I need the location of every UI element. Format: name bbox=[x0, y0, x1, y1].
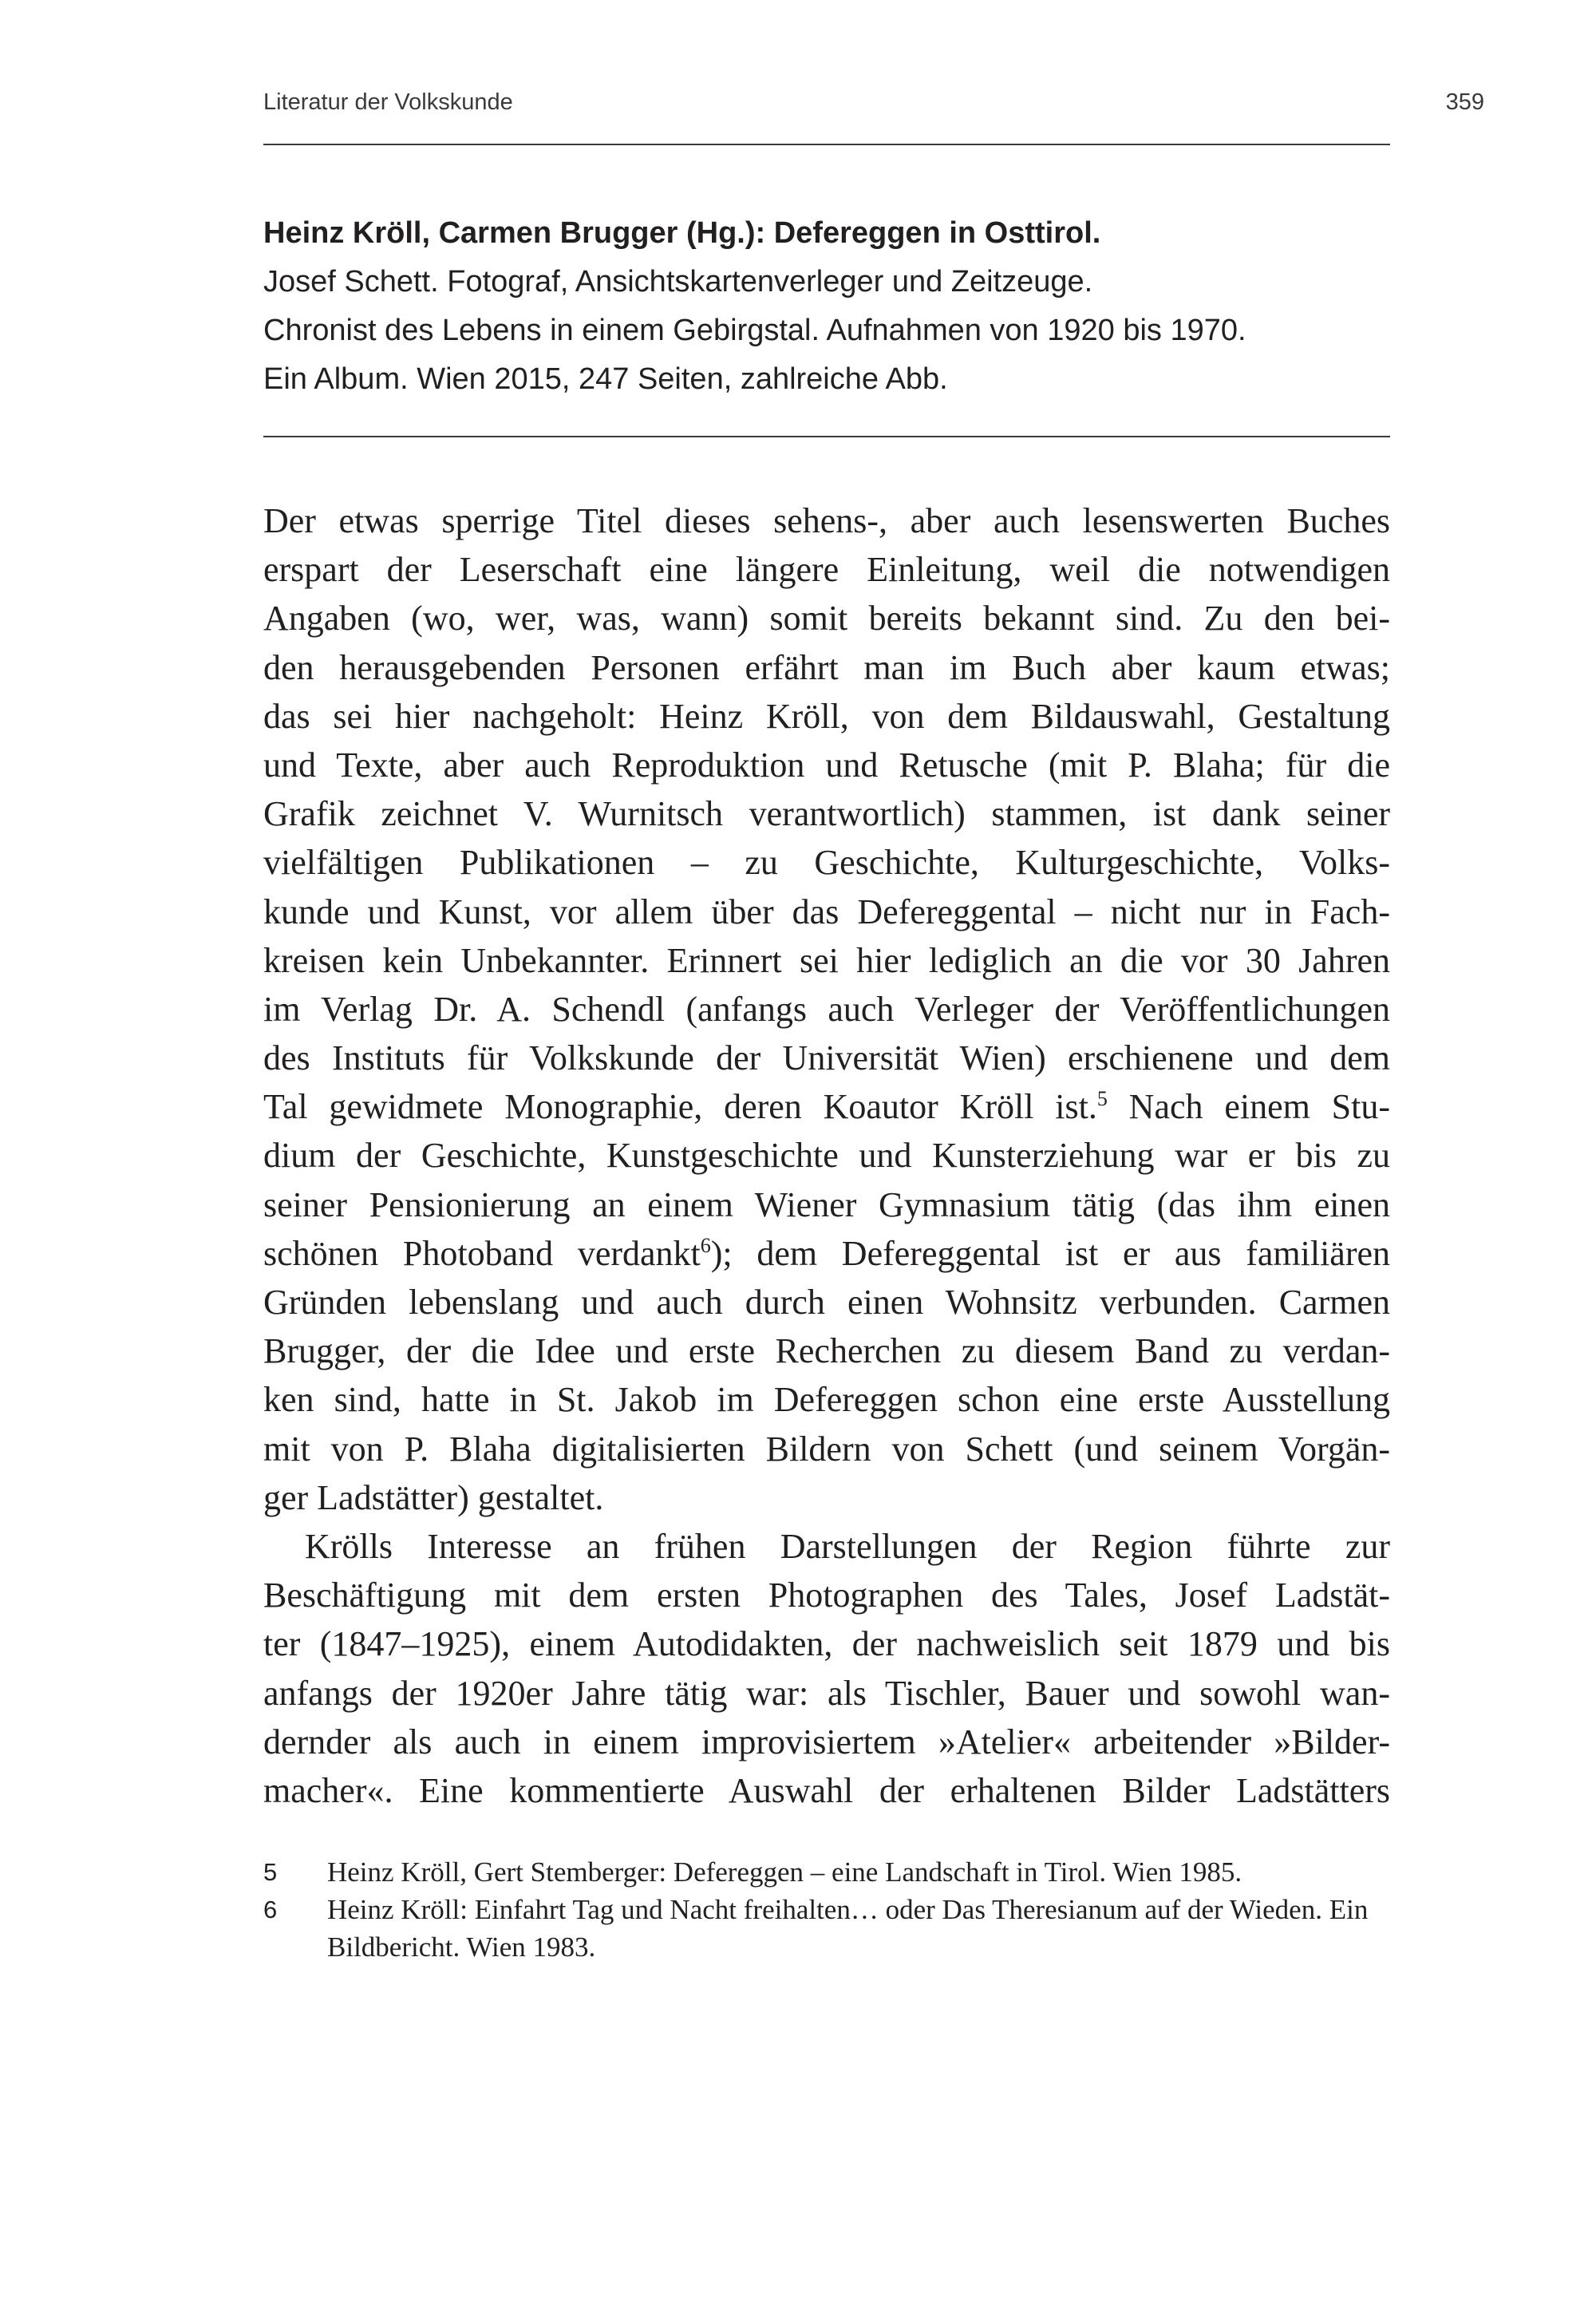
body-line: Gründen lebenslang und auch durch einen Wohnsitz verbunden. Carmen bbox=[263, 1283, 1390, 1322]
review-body bbox=[263, 496, 1390, 1815]
footnote-number: 5 bbox=[263, 1858, 278, 1886]
body-line: schönen Photoband verdankt$^6$); dem Defereggental ist er aus familiären bbox=[263, 1233, 1390, 1273]
body-line: und Texte, aber auch Reproduktion und Retusche (mit P. Blaha; für die bbox=[263, 745, 1390, 785]
body-line: dernder als auch in einem improvisiertem »Atelier« arbeitender »Bilder- bbox=[263, 1722, 1390, 1761]
body-line: Tal gewidmete Monographie, deren Koautor Kröll ist.$^5$ Nach einem Stu- bbox=[263, 1087, 1390, 1127]
footnote-text: Heinz Kröll: Einfahrt Tag und Nacht freihalten… oder Das Theresianum auf der Wieden. Ein Bildbericht. Wien 1983. bbox=[327, 1894, 1369, 1963]
body-line: des Instituts für Volkskunde der Universität Wien) erschienene und dem bbox=[263, 1038, 1390, 1078]
citation-line: Chronist des Lebens in einem Gebirgstal. Aufnahmen von 1920 bis 1970. bbox=[263, 314, 1246, 347]
body-line: Der etwas sperrige Titel dieses sehens-, aber auch lesenswerten Buches bbox=[263, 501, 1390, 540]
footnote-ref-5[interactable]: 5 bbox=[1096, 1087, 1108, 1111]
body-line: dium der Geschichte, Kunstgeschichte und Kunsterziehung war er bis zu bbox=[263, 1136, 1390, 1176]
body-line: ter (1847–1925), einem Autodidakten, der nachweislich seit 1879 und bis bbox=[263, 1624, 1390, 1664]
page-number: 359 bbox=[1445, 89, 1484, 115]
footnote-text: Heinz Kröll, Gert Stemberger: Defereggen – eine Landschaft in Tirol. Wien 1985. bbox=[327, 1856, 1242, 1888]
footnote-6 bbox=[263, 1891, 1396, 1966]
footnotes bbox=[263, 1853, 1396, 1966]
body-line: mit von P. Blaha digitalisierten Bildern von Schett (und seinem Vorgän- bbox=[263, 1429, 1390, 1469]
body-line: Beschäftigung mit dem ersten Photographen des Tales, Josef Ladstät- bbox=[263, 1576, 1390, 1615]
footnote-ref-6[interactable]: 6 bbox=[700, 1233, 711, 1257]
body-line: erspart der Leserschaft eine längere Einleitung, weil die notwendigen bbox=[263, 550, 1390, 590]
body-line: Krölls Interesse an frühen Darstellungen der Region führte zur bbox=[305, 1526, 1390, 1566]
citation-rule bbox=[263, 436, 1390, 437]
body-line: anfangs der 1920er Jahre tätig war: als Tischler, Bauer und sowohl wan- bbox=[263, 1673, 1390, 1713]
footnote-number: 6 bbox=[263, 1896, 278, 1924]
running-title: Literatur der Volkskunde bbox=[263, 89, 513, 115]
header-rule bbox=[263, 144, 1390, 145]
body-line: Brugger, der die Idee und erste Recherchen zu diesem Band zu verdan- bbox=[263, 1331, 1390, 1371]
body-line: kreisen kein Unbekannter. Erinnert sei hier lediglich an die vor 30 Jahren bbox=[263, 940, 1390, 980]
body-line: den herausgebenden Personen erfährt man im Buch aber kaum etwas; bbox=[263, 647, 1390, 687]
footnote-5 bbox=[263, 1853, 1396, 1891]
citation-line: Ein Album. Wien 2015, 247 Seiten, zahlreiche Abb. bbox=[263, 362, 948, 396]
body-line: im Verlag Dr. A. Schendl (anfangs auch Verleger der Veröffentlichungen bbox=[263, 989, 1390, 1029]
citation-title: Heinz Kröll, Carmen Brugger (Hg.): Defereggen in Osttirol. bbox=[263, 216, 1101, 250]
body-line: Angaben (wo, wer, was, wann) somit bereits bekannt sind. Zu den bei- bbox=[263, 599, 1390, 639]
body-line: das sei hier nachgeholt: Heinz Kröll, von dem Bildauswahl, Gestaltung bbox=[263, 696, 1390, 736]
review-citation bbox=[263, 209, 1396, 404]
running-head bbox=[263, 89, 1484, 129]
citation-line: Josef Schett. Fotograf, Ansichtskartenverleger und Zeitzeuge. bbox=[263, 265, 1093, 299]
body-line: kunde und Kunst, vor allem über das Defereggental – nicht nur in Fach- bbox=[263, 892, 1390, 931]
body-line: Grafik zeichnet V. Wurnitsch verantwortlich) stammen, ist dank seiner bbox=[263, 794, 1390, 834]
body-line: ger Ladstätter) gestaltet. bbox=[263, 1477, 604, 1517]
body-line: seiner Pensionierung an einem Wiener Gymnasium tätig (das ihm einen bbox=[263, 1184, 1390, 1224]
body-line: macher«. Eine kommentierte Auswahl der erhaltenen Bilder Ladstätters bbox=[263, 1770, 1390, 1810]
body-line: ken sind, hatte in St. Jakob im Defereggen schon eine erste Ausstellung bbox=[263, 1380, 1390, 1420]
body-line: vielfältigen Publikationen – zu Geschichte, Kulturgeschichte, Volks- bbox=[263, 843, 1390, 883]
